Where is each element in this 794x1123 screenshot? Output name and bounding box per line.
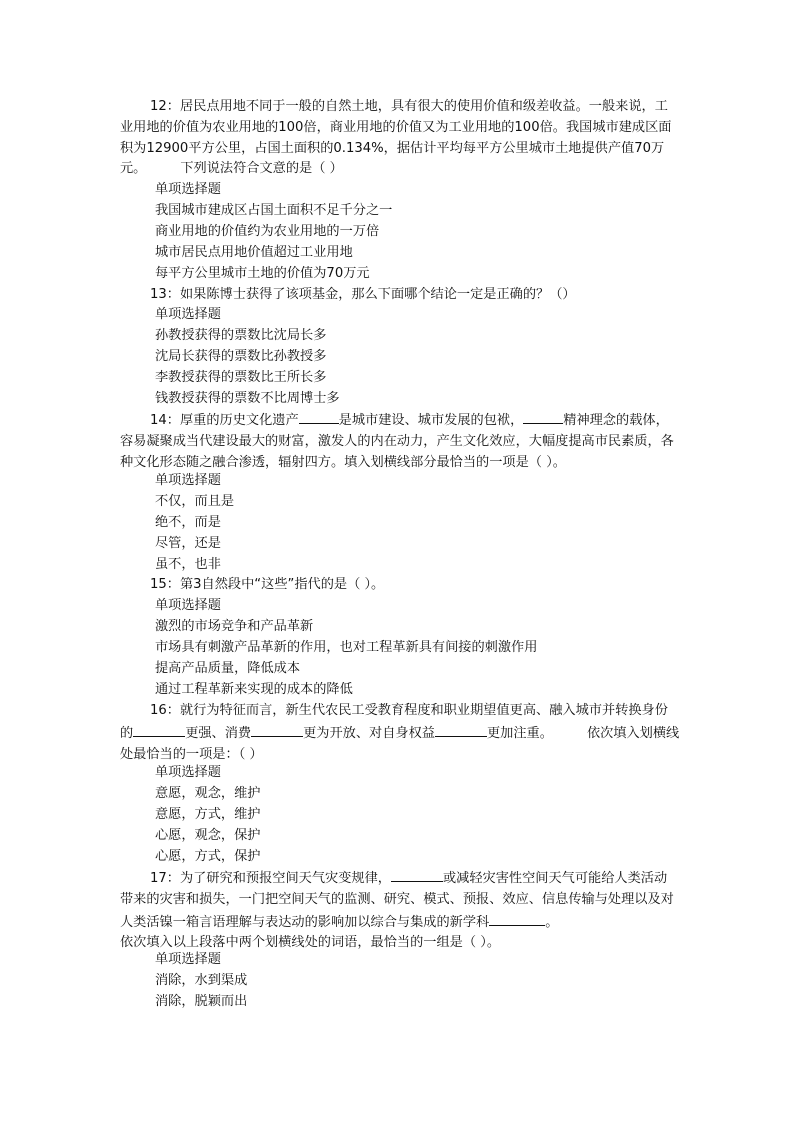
question-13-option-a[interactable]: 孙教授获得的票数比沈局长多 bbox=[155, 328, 327, 343]
question-14-stem bbox=[120, 409, 680, 473]
question-12-option-a[interactable]: 我国城市建成区占国土面积不足千分之一 bbox=[155, 203, 393, 218]
question-16-option-c[interactable]: 心愿，观念，保护 bbox=[155, 828, 261, 843]
question-16-type: 单项选择题 bbox=[155, 765, 221, 780]
answer-blank bbox=[133, 722, 185, 737]
question-15-type: 单项选择题 bbox=[155, 598, 221, 613]
question-15-text: 15：第3自然段中“这些”指代的是（ ）。 bbox=[150, 577, 385, 592]
question-12-text: 12：居民点用地不同于一般的自然土地，具有很大的使用价值和级差收益。一般来说，工业用地的价值为农业用地的100倍，商业用地的价值又为工业用地的100倍。我国城市建成区面积为12900平方公里，占国土面积的0.134%，据估计平均每平方公里城市土地提供产值70万元。 bbox=[120, 99, 672, 177]
question-17-option-b[interactable]: 消除，脱颖而出 bbox=[155, 994, 248, 1009]
question-14-option-c[interactable]: 尽管，还是 bbox=[155, 536, 221, 551]
question-17-option-a[interactable]: 消除，水到渠成 bbox=[155, 973, 248, 988]
question-15-option-a[interactable]: 激烈的市场竞争和产品革新 bbox=[155, 619, 314, 634]
question-15-option-d[interactable]: 通过工程革新来实现的成本的降低 bbox=[155, 682, 353, 697]
question-15-option-c[interactable]: 提高产品质量，降低成本 bbox=[155, 661, 301, 676]
question-16-text-5: 依次填入划横线处最恰当的一项是：（ ） bbox=[120, 725, 680, 762]
question-16-option-a[interactable]: 意愿，观念，维护 bbox=[155, 786, 261, 801]
question-13-option-d[interactable]: 钱教授获得的票数不比周博士多 bbox=[155, 391, 340, 406]
question-13-stem bbox=[120, 285, 680, 306]
question-14-option-d[interactable]: 虽不，也非 bbox=[155, 557, 221, 572]
question-17-text-2: 或减轻灾害性空间天气可能给人类活动带来的灾害和损失，一门把空间天气的监测、研究、模式、预报、效应、信息传输与处理以及对人类活镍一箱言语理解与表达动的影响加以综合与集成的新学科 bbox=[120, 871, 674, 930]
question-13-type: 单项选择题 bbox=[155, 307, 221, 322]
question-12-option-d[interactable]: 每平方公里城市土地的价值为70万元 bbox=[155, 266, 370, 281]
question-17-text-4: 依次填入以上段落中两个划横线处的词语，最恰当的一组是（ ）。 bbox=[120, 935, 501, 951]
question-17-stem bbox=[120, 867, 680, 954]
question-13-text: 13：如果陈博士获得了该项基金，那么下面哪个结论一定是正确的？（） bbox=[150, 287, 576, 302]
answer-blank bbox=[251, 722, 303, 737]
question-16-text-3: 更为开放、对自身权益 bbox=[303, 725, 435, 741]
question-14-type: 单项选择题 bbox=[155, 473, 221, 488]
question-16-stem bbox=[120, 701, 680, 765]
question-14-text-1: 14：厚重的历史文化遗产 bbox=[150, 413, 299, 428]
question-13-option-c[interactable]: 李教授获得的票数比王所长多 bbox=[155, 370, 327, 385]
question-15-option-b[interactable]: 市场具有刺激产品革新的作用，也对工程革新具有间接的刺激作用 bbox=[155, 640, 538, 655]
question-17-text-1: 17：为了研究和预报空间天气灾变规律， bbox=[150, 871, 391, 886]
question-12-stem bbox=[120, 97, 680, 180]
question-16-text-1: 16：就行为特征而言，新生代农民工受教育程度和职业期望值更高、融入城市并转换身份的 bbox=[120, 703, 668, 741]
answer-blank bbox=[299, 409, 339, 424]
question-12-prompt: 下列说法符合文意的是（ ） bbox=[180, 161, 343, 177]
answer-blank bbox=[435, 722, 487, 737]
question-14-text-3: 精神理念的载体，容易凝聚成当代建设最大的财富，激发人的内在动力，产生文化效应，大幅度提高市民素质，各种文化形态随之融合渗透，辐射四方。填入划横线部分最恰当的一项是（ ）。 bbox=[120, 413, 674, 470]
question-14-text-2: 是城市建设、城市发展的包袱， bbox=[338, 413, 524, 428]
question-12-option-b[interactable]: 商业用地的价值约为农业用地的一万倍 bbox=[155, 224, 380, 239]
question-16-text-2: 更强、消费 bbox=[185, 725, 252, 741]
question-13-option-b[interactable]: 沈局长获得的票数比孙教授多 bbox=[155, 349, 327, 364]
question-15-stem bbox=[120, 575, 680, 596]
answer-blank bbox=[523, 409, 563, 424]
answer-blank bbox=[391, 867, 443, 882]
question-14-option-a[interactable]: 不仅，而且是 bbox=[155, 494, 235, 509]
question-17-type: 单项选择题 bbox=[155, 952, 221, 967]
question-17-text-3: 。 bbox=[545, 914, 559, 930]
question-14-option-b[interactable]: 绝不，而是 bbox=[155, 515, 221, 530]
question-12-type: 单项选择题 bbox=[155, 182, 221, 197]
answer-blank bbox=[489, 911, 545, 926]
question-16-option-b[interactable]: 意愿，方式，维护 bbox=[155, 807, 261, 822]
question-12-option-c[interactable]: 城市居民点用地价值超过工业用地 bbox=[155, 245, 353, 260]
question-16-option-d[interactable]: 心愿，方式，保护 bbox=[155, 849, 261, 864]
question-16-text-4: 更加注重。 bbox=[487, 725, 553, 741]
